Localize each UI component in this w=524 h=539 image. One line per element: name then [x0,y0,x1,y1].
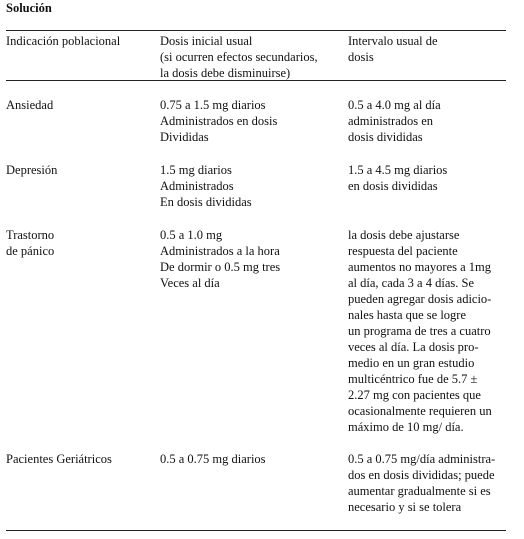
row-anxiety-indication: Ansiedad [6,98,54,112]
row-depression-initial-dose: 1.5 mg diarios Administrados En dosis divididas [160,163,252,209]
row-anxiety-initial-dose: 0.75 a 1.5 mg diarios Administrados en dosis Divididas [160,98,278,144]
row-depression-indication: Depresión [6,163,58,177]
row-depression-interval: 1.5 a 4.5 mg diarios en dosis divididas [348,163,448,193]
row-panic-initial-dose: 0.5 a 1.0 mg Administrados a la hora De dormir o 0.5 mg tres Veces al día [160,228,281,290]
row-geriatric-initial-dose: 0.5 a 0.75 mg diarios [160,452,266,466]
row-geriatric-interval: 0.5 a 0.75 mg/día administra- dos en dosis divididas; puede aumentar gradualmente si es necesario y si se tolera [348,452,496,514]
row-panic-indication: Trastorno de pánico [6,228,55,258]
header-interval: Intervalo usual de dosis [348,34,438,64]
header-indication: Indicación poblacional [6,34,121,48]
row-anxiety-interval: 0.5 a 4.0 mg al día administrados en dosis divididas [348,98,441,144]
header-initial-dose: Dosis inicial usual (si ocurren efectos secundarios, la dosis debe disminuirse) [160,34,318,80]
document-title: Solución [6,1,52,15]
bottom-rule [6,530,506,531]
row-geriatric-indication: Pacientes Geriátricos [6,452,112,466]
top-rule [6,30,506,31]
row-panic-interval: la dosis debe ajustarse respuesta del paciente aumentos no mayores a 1mg al día, cada 3 a 4 días. Se pueden agregar dosis adicio- nales hasta que se logre un programa de tres a cuatro veces al día. La dosis pro- medio en un gran estudio multicéntrico fue de 5.7 ± 2.27 mg con pacientes que ocasionalmente requieren un máximo de 10 mg/ día. [348,228,492,434]
header-rule [6,80,506,81]
